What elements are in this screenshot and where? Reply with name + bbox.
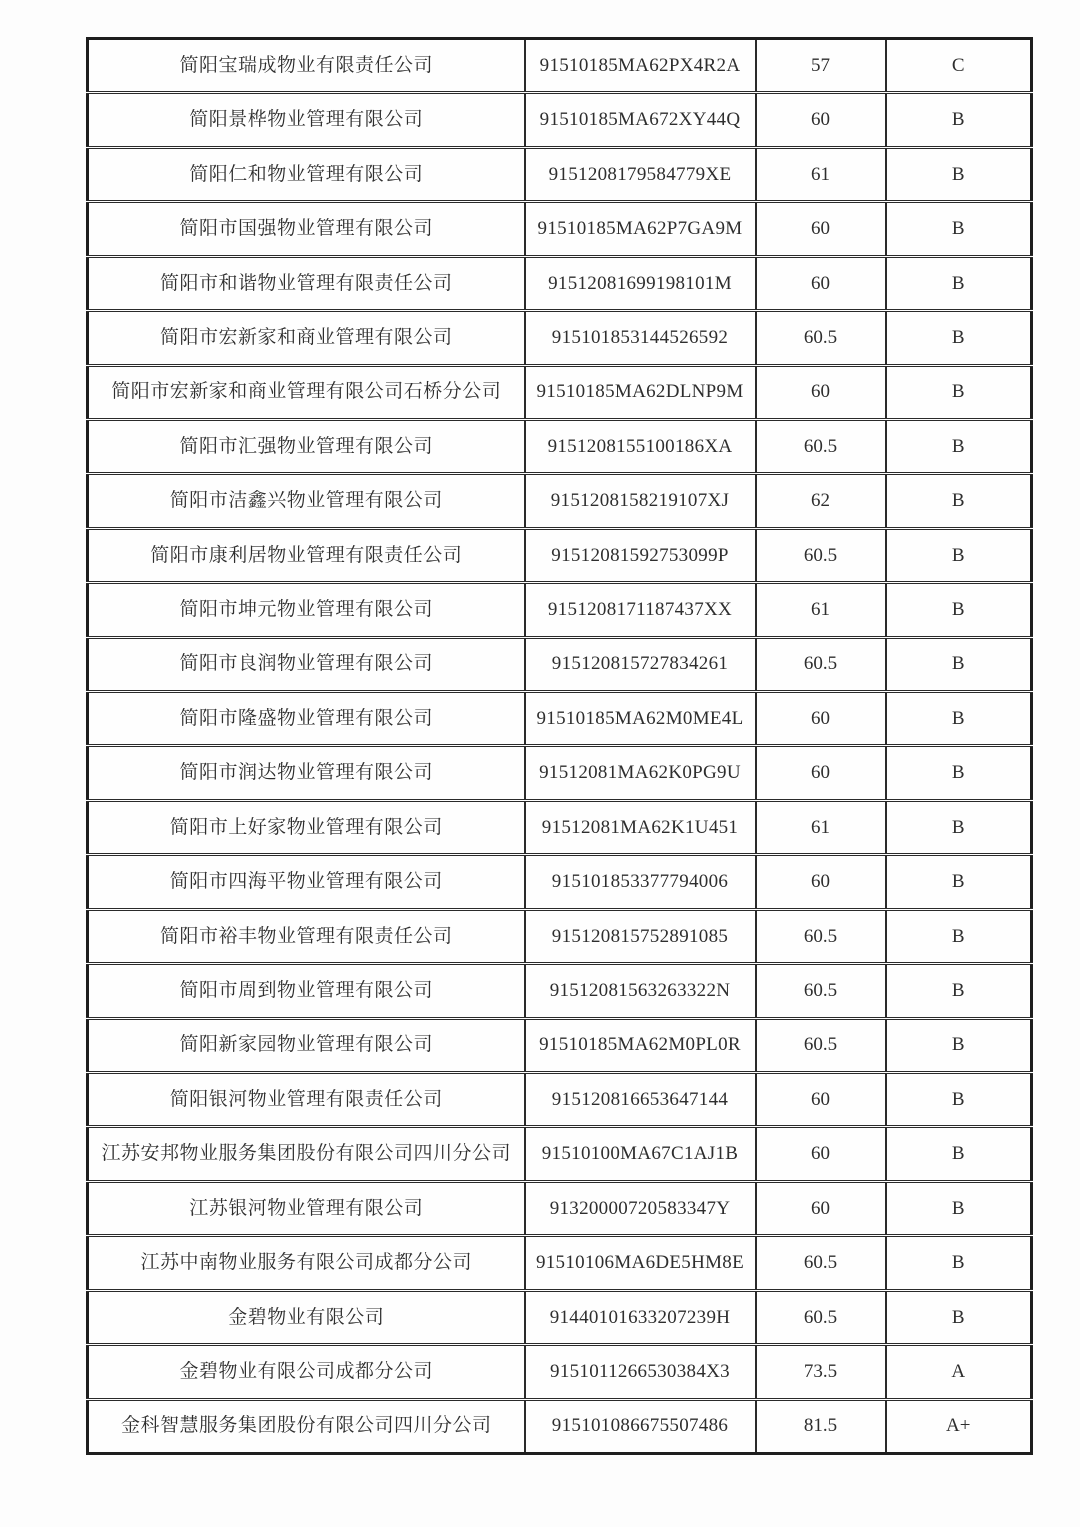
code-cell: 91510185MA62M0PL0R [525,1018,756,1072]
company-cell: 简阳市隆盛物业管理有限公司 [88,692,525,746]
table-row [88,474,1032,528]
table-row [88,93,1032,147]
company-cell: 简阳景桦物业管理有限公司 [88,93,525,147]
grade-cell: B [886,202,1032,256]
grade-cell: B [886,1181,1032,1235]
code-cell: 915101853144526592 [525,311,756,365]
score-cell: 61 [756,583,886,637]
table-row [88,746,1032,800]
grade-cell: B [886,637,1032,691]
grade-cell: B [886,1290,1032,1344]
grade-cell: B [886,583,1032,637]
code-cell: 9151011266530384X3 [525,1345,756,1399]
code-cell: 915101086675507486 [525,1399,756,1453]
table-row [88,583,1032,637]
company-cell: 简阳市宏新家和商业管理有限公司 [88,311,525,365]
score-cell: 60.5 [756,419,886,473]
table-row [88,311,1032,365]
score-cell: 60.5 [756,1290,886,1344]
score-cell: 60.5 [756,311,886,365]
score-cell: 60 [756,202,886,256]
table-row [88,909,1032,963]
code-cell: 9151208179584779XE [525,147,756,201]
company-cell: 简阳仁和物业管理有限公司 [88,147,525,201]
table-row [88,1181,1032,1235]
grade-cell: B [886,1018,1032,1072]
company-cell: 简阳市汇强物业管理有限公司 [88,419,525,473]
code-cell: 91512081592753099P [525,528,756,582]
grade-cell: B [886,474,1032,528]
company-cell: 简阳市坤元物业管理有限公司 [88,583,525,637]
grade-cell: B [886,1073,1032,1127]
code-cell: 91510106MA6DE5HM8E [525,1236,756,1290]
table-row [88,800,1032,854]
table-row [88,1345,1032,1399]
table-row [88,637,1032,691]
grade-cell: B [886,1127,1032,1181]
grade-cell: B [886,855,1032,909]
score-cell: 60 [756,1073,886,1127]
company-cell: 金碧物业有限公司 [88,1290,525,1344]
code-cell: 915101853377794006 [525,855,756,909]
grade-cell: B [886,1236,1032,1290]
score-cell: 60.5 [756,964,886,1018]
grade-cell: B [886,692,1032,746]
table-row [88,1290,1032,1344]
company-cell: 简阳市润达物业管理有限公司 [88,746,525,800]
code-cell: 91512081699198101M [525,256,756,310]
score-cell: 61 [756,147,886,201]
code-cell: 91510100MA67C1AJ1B [525,1127,756,1181]
code-cell: 915120815727834261 [525,637,756,691]
score-cell: 60.5 [756,637,886,691]
company-cell: 简阳市宏新家和商业管理有限公司石桥分公司 [88,365,525,419]
score-cell: 60.5 [756,909,886,963]
grade-cell: B [886,147,1032,201]
score-cell: 60 [756,365,886,419]
grade-cell: B [886,746,1032,800]
code-cell: 91512081MA62K1U451 [525,800,756,854]
score-cell: 57 [756,39,886,93]
grade-cell: B [886,964,1032,1018]
company-cell: 简阳市国强物业管理有限公司 [88,202,525,256]
score-cell: 61 [756,800,886,854]
score-cell: 60.5 [756,1236,886,1290]
code-cell: 91510185MA62P7GA9M [525,202,756,256]
score-cell: 60.5 [756,528,886,582]
grade-cell: B [886,419,1032,473]
grade-cell: A [886,1345,1032,1399]
grade-cell: B [886,311,1032,365]
code-cell: 91510185MA62PX4R2A [525,39,756,93]
code-cell: 915120816653647144 [525,1073,756,1127]
company-cell: 江苏银河物业管理有限公司 [88,1181,525,1235]
table-row [88,964,1032,1018]
company-cell: 江苏中南物业服务有限公司成都分公司 [88,1236,525,1290]
table-row [88,1399,1032,1453]
code-cell: 91510185MA62M0ME4L [525,692,756,746]
code-cell: 9151208171187437XX [525,583,756,637]
score-cell: 60 [756,746,886,800]
company-cell: 简阳市裕丰物业管理有限责任公司 [88,909,525,963]
table-row [88,855,1032,909]
rating-table-body [88,39,1032,1454]
code-cell: 91510185MA62DLNP9M [525,365,756,419]
company-cell: 简阳市良润物业管理有限公司 [88,637,525,691]
code-cell: 91512081563263322N [525,964,756,1018]
company-cell: 金科智慧服务集团股份有限公司四川分公司 [88,1399,525,1453]
code-cell: 91512081MA62K0PG9U [525,746,756,800]
grade-cell: B [886,365,1032,419]
grade-cell: A+ [886,1399,1032,1453]
code-cell: 9151208155100186XA [525,419,756,473]
code-cell: 91320000720583347Y [525,1181,756,1235]
company-cell: 简阳市周到物业管理有限公司 [88,964,525,1018]
table-row [88,1127,1032,1181]
score-cell: 60 [756,692,886,746]
code-cell: 9151208158219107XJ [525,474,756,528]
code-cell: 91440101633207239H [525,1290,756,1344]
company-cell: 简阳宝瑞成物业有限责任公司 [179,54,433,76]
company-cell: 江苏安邦物业服务集团股份有限公司四川分公司 [88,1127,525,1181]
grade-cell: B [886,800,1032,854]
score-cell: 60 [756,855,886,909]
table-row [88,419,1032,473]
table-row [88,365,1032,419]
score-cell: 60.5 [756,1018,886,1072]
grade-cell: B [886,256,1032,310]
code-cell: 915120815752891085 [525,909,756,963]
company-cell: 简阳市洁鑫兴物业管理有限公司 [88,474,525,528]
code-cell: 91510185MA672XY44Q [525,93,756,147]
table-row [88,1073,1032,1127]
company-cell: 简阳银河物业管理有限责任公司 [88,1073,525,1127]
company-cell: 简阳新家园物业管理有限公司 [88,1018,525,1072]
table-row [88,528,1032,582]
company-cell: 简阳市四海平物业管理有限公司 [88,855,525,909]
grade-cell: B [886,93,1032,147]
company-cell: 简阳市和谐物业管理有限责任公司 [88,256,525,310]
table-row [88,256,1032,310]
score-cell: 60 [756,93,886,147]
grade-cell: C [886,39,1032,93]
score-cell: 60 [756,256,886,310]
score-cell: 73.5 [756,1345,886,1399]
table-row [88,202,1032,256]
score-cell: 81.5 [756,1399,886,1453]
company-cell: 金碧物业有限公司成都分公司 [88,1345,525,1399]
grade-cell: B [886,528,1032,582]
table-row [88,147,1032,201]
table-row [88,692,1032,746]
company-cell: 简阳市康利居物业管理有限责任公司 [88,528,525,582]
score-cell: 60 [756,1181,886,1235]
rating-table [86,37,1033,1455]
table-row [88,39,1032,93]
score-cell: 62 [756,474,886,528]
company-cell: 简阳市上好家物业管理有限公司 [88,800,525,854]
table-row [88,1018,1032,1072]
score-cell: 60 [756,1127,886,1181]
grade-cell: B [886,909,1032,963]
table-row [88,1236,1032,1290]
